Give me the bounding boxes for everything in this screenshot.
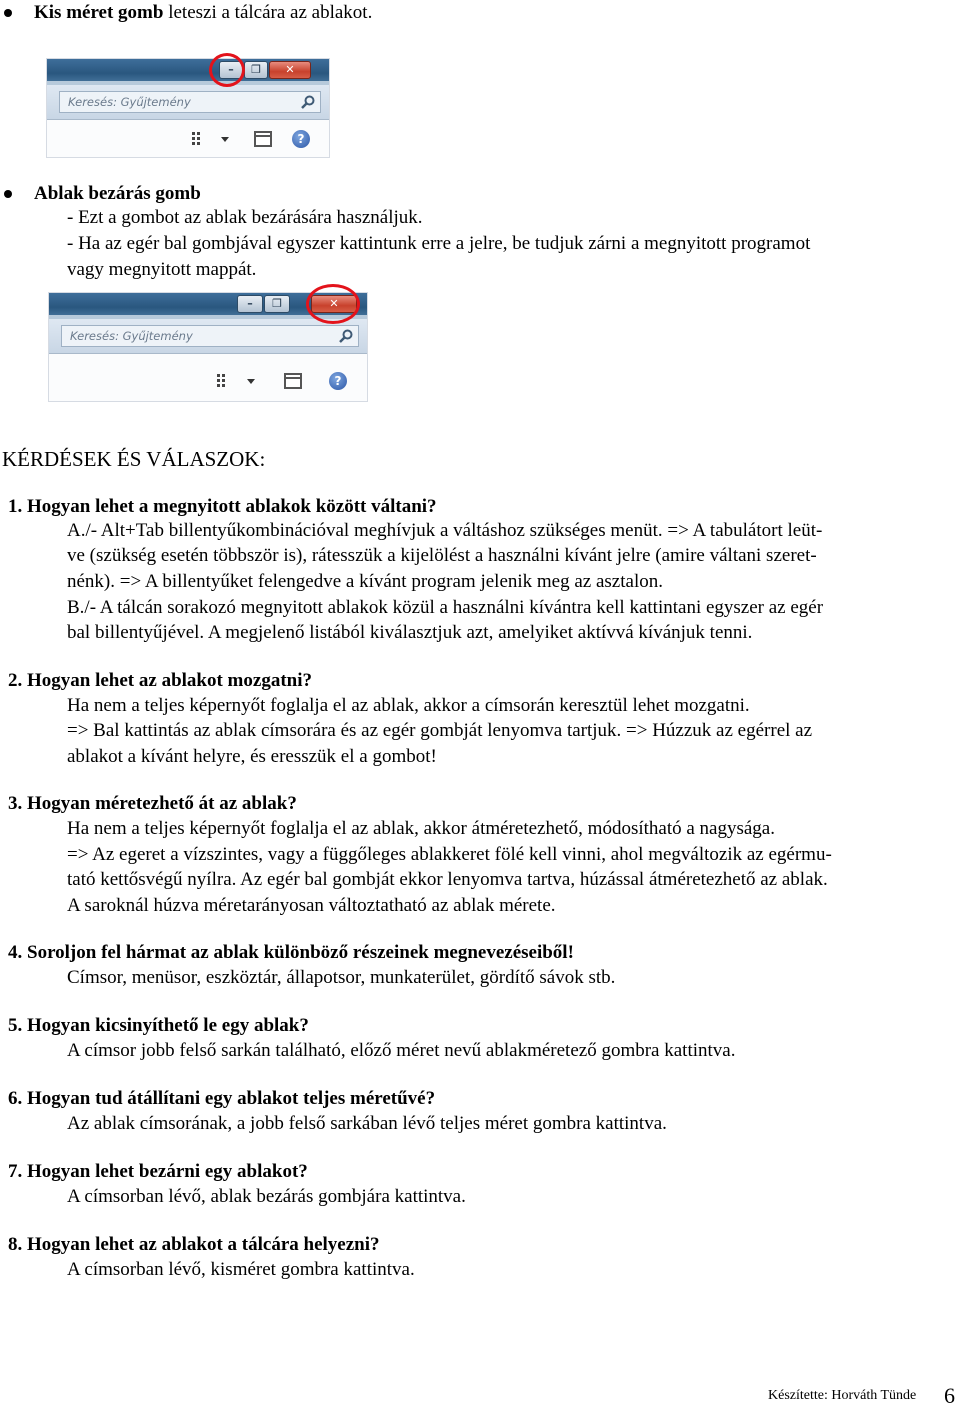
search-icon <box>300 94 316 110</box>
close-line: - Ezt a gombot az ablak bezárására használjuk. <box>67 207 423 228</box>
bullet-icon <box>4 190 12 198</box>
minimize-text: leteszi a tálcára az ablakot. <box>163 2 373 23</box>
view-icon <box>192 132 206 146</box>
footer-author: Készítette: Horváth Tünde <box>768 1388 917 1403</box>
answer-line: => Az egeret a vízszintes, vagy a függőleges ablakkeret fölé kell vinni, ahol megváltozik az egérmu- <box>67 844 832 865</box>
question-1: 1. Hogyan lehet a megnyitott ablakok között váltani? <box>8 496 437 517</box>
close-icon: ✕ <box>269 61 311 79</box>
maximize-icon: ❐ <box>244 61 268 79</box>
answer-line: A címsorban lévő, ablak bezárás gombjára kattintva. <box>67 1186 466 1207</box>
answer-line: A címsorban lévő, kisméret gombra kattintva. <box>67 1259 415 1280</box>
question-8: 8. Hogyan lehet az ablakot a tálcára helyezni? <box>8 1234 380 1255</box>
question-7: 7. Hogyan lehet bezárni egy ablakot? <box>8 1161 308 1182</box>
window-screenshot-minimize <box>46 58 330 158</box>
close-icon: ✕ <box>311 295 357 313</box>
question-4: 4. Soroljon fel hármat az ablak különböző részeinek megnevezéseiből! <box>8 942 574 963</box>
answer-line: => Bal kattintás az ablak címsorára és az egér gombját lenyomva tartjuk. => Húzzuk az egérrel az <box>67 720 813 741</box>
search-bar <box>49 319 367 354</box>
page-number: 6 <box>944 1383 955 1408</box>
preview-pane-icon <box>284 373 302 389</box>
title-bar <box>47 59 329 85</box>
toolbar <box>47 120 329 157</box>
bullet-icon <box>4 9 12 17</box>
question-2: 2. Hogyan lehet az ablakot mozgatni? <box>8 670 312 691</box>
answer-line: A./- Alt+Tab billentyűkombinációval meghívjuk a váltáshoz szükséges menüt. => A tabulátort leüt- <box>67 520 823 541</box>
close-title: Ablak bezárás gomb <box>34 183 201 204</box>
answer-line: B./- A tálcán sorakozó megnyitott ablakok közül a használni kívántra kell kattintani egyszer az egér <box>67 597 824 618</box>
answer-line: A saroknál húzva méretarányosan változtatható az ablak mérete. <box>67 895 556 916</box>
help-icon: ? <box>292 130 310 148</box>
question-3: 3. Hogyan méretezhető át az ablak? <box>8 793 297 814</box>
answer-line: Ha nem a teljes képernyőt foglalja el az ablak, akkor átméretezhető, módosítható a nagysága. <box>67 818 775 839</box>
highlight-ring-icon <box>209 53 245 87</box>
question-6: 6. Hogyan tud átállítani egy ablakot teljes méretűvé? <box>8 1088 436 1109</box>
view-icon <box>217 374 231 388</box>
question-5: 5. Hogyan kicsinyíthető le egy ablak? <box>8 1015 309 1036</box>
qa-heading: KÉRDÉSEK ÉS VÁLASZOK: <box>2 447 266 471</box>
answer-line: Ha nem a teljes képernyőt foglalja el az ablak, akkor a címsorán keresztül lehet mozgatni. <box>67 695 750 716</box>
search-placeholder: Keresés: Gyűjtemény <box>68 95 191 109</box>
highlight-ring-icon <box>306 284 360 324</box>
search-box <box>59 91 321 113</box>
answer-line: Címsor, menüsor, eszköztár, állapotsor, munkaterület, gördítő sávok stb. <box>67 967 616 988</box>
search-placeholder: Keresés: Gyűjtemény <box>70 329 193 343</box>
minimize-paragraph <box>34 0 372 26</box>
chevron-down-icon <box>247 379 255 384</box>
minimize-icon: – <box>237 295 263 313</box>
preview-pane-icon <box>254 131 272 147</box>
toolbar <box>49 354 367 401</box>
search-icon <box>338 328 354 344</box>
search-box <box>61 325 359 347</box>
minimize-title: Kis méret gomb <box>34 2 164 23</box>
answer-line: Az ablak címsorának, a jobb felső sarkában lévő teljes méret gombra kattintva. <box>67 1113 667 1134</box>
close-line: - Ha az egér bal gombjával egyszer kattintunk erre a jelre, be tudjuk zárni a megnyitott programot <box>67 233 811 254</box>
close-line: vagy megnyitott mappát. <box>67 259 257 280</box>
answer-line: ve (szükség esetén többször is), rátesszük a kijelölést a használni kívánt jelre (amire váltani szeret- <box>67 545 817 566</box>
help-icon: ? <box>329 372 347 390</box>
answer-line: tató kettősvégű nyílra. Az egér bal gombját ekkor lenyomva tartva, húzással átméretezhető az ablak. <box>67 869 828 890</box>
answer-line: nénk). => A billentyűket felengedve a kívánt program jelenik meg az asztalon. <box>67 571 663 592</box>
answer-line: bal billentyűjével. A megjelenő listából kiválasztjuk azt, amelyiket aktívvá kívánjuk tenni. <box>67 622 753 643</box>
chevron-down-icon <box>221 137 229 142</box>
answer-line: ablakot a kívánt helyre, és eresszük el a gombot! <box>67 746 437 767</box>
answer-line: A címsor jobb felső sarkán található, előző méret nevű ablakméretező gombra kattintva. <box>67 1040 736 1061</box>
search-bar <box>47 85 329 120</box>
maximize-icon: ❐ <box>264 295 290 313</box>
minimize-icon: – <box>219 61 243 79</box>
